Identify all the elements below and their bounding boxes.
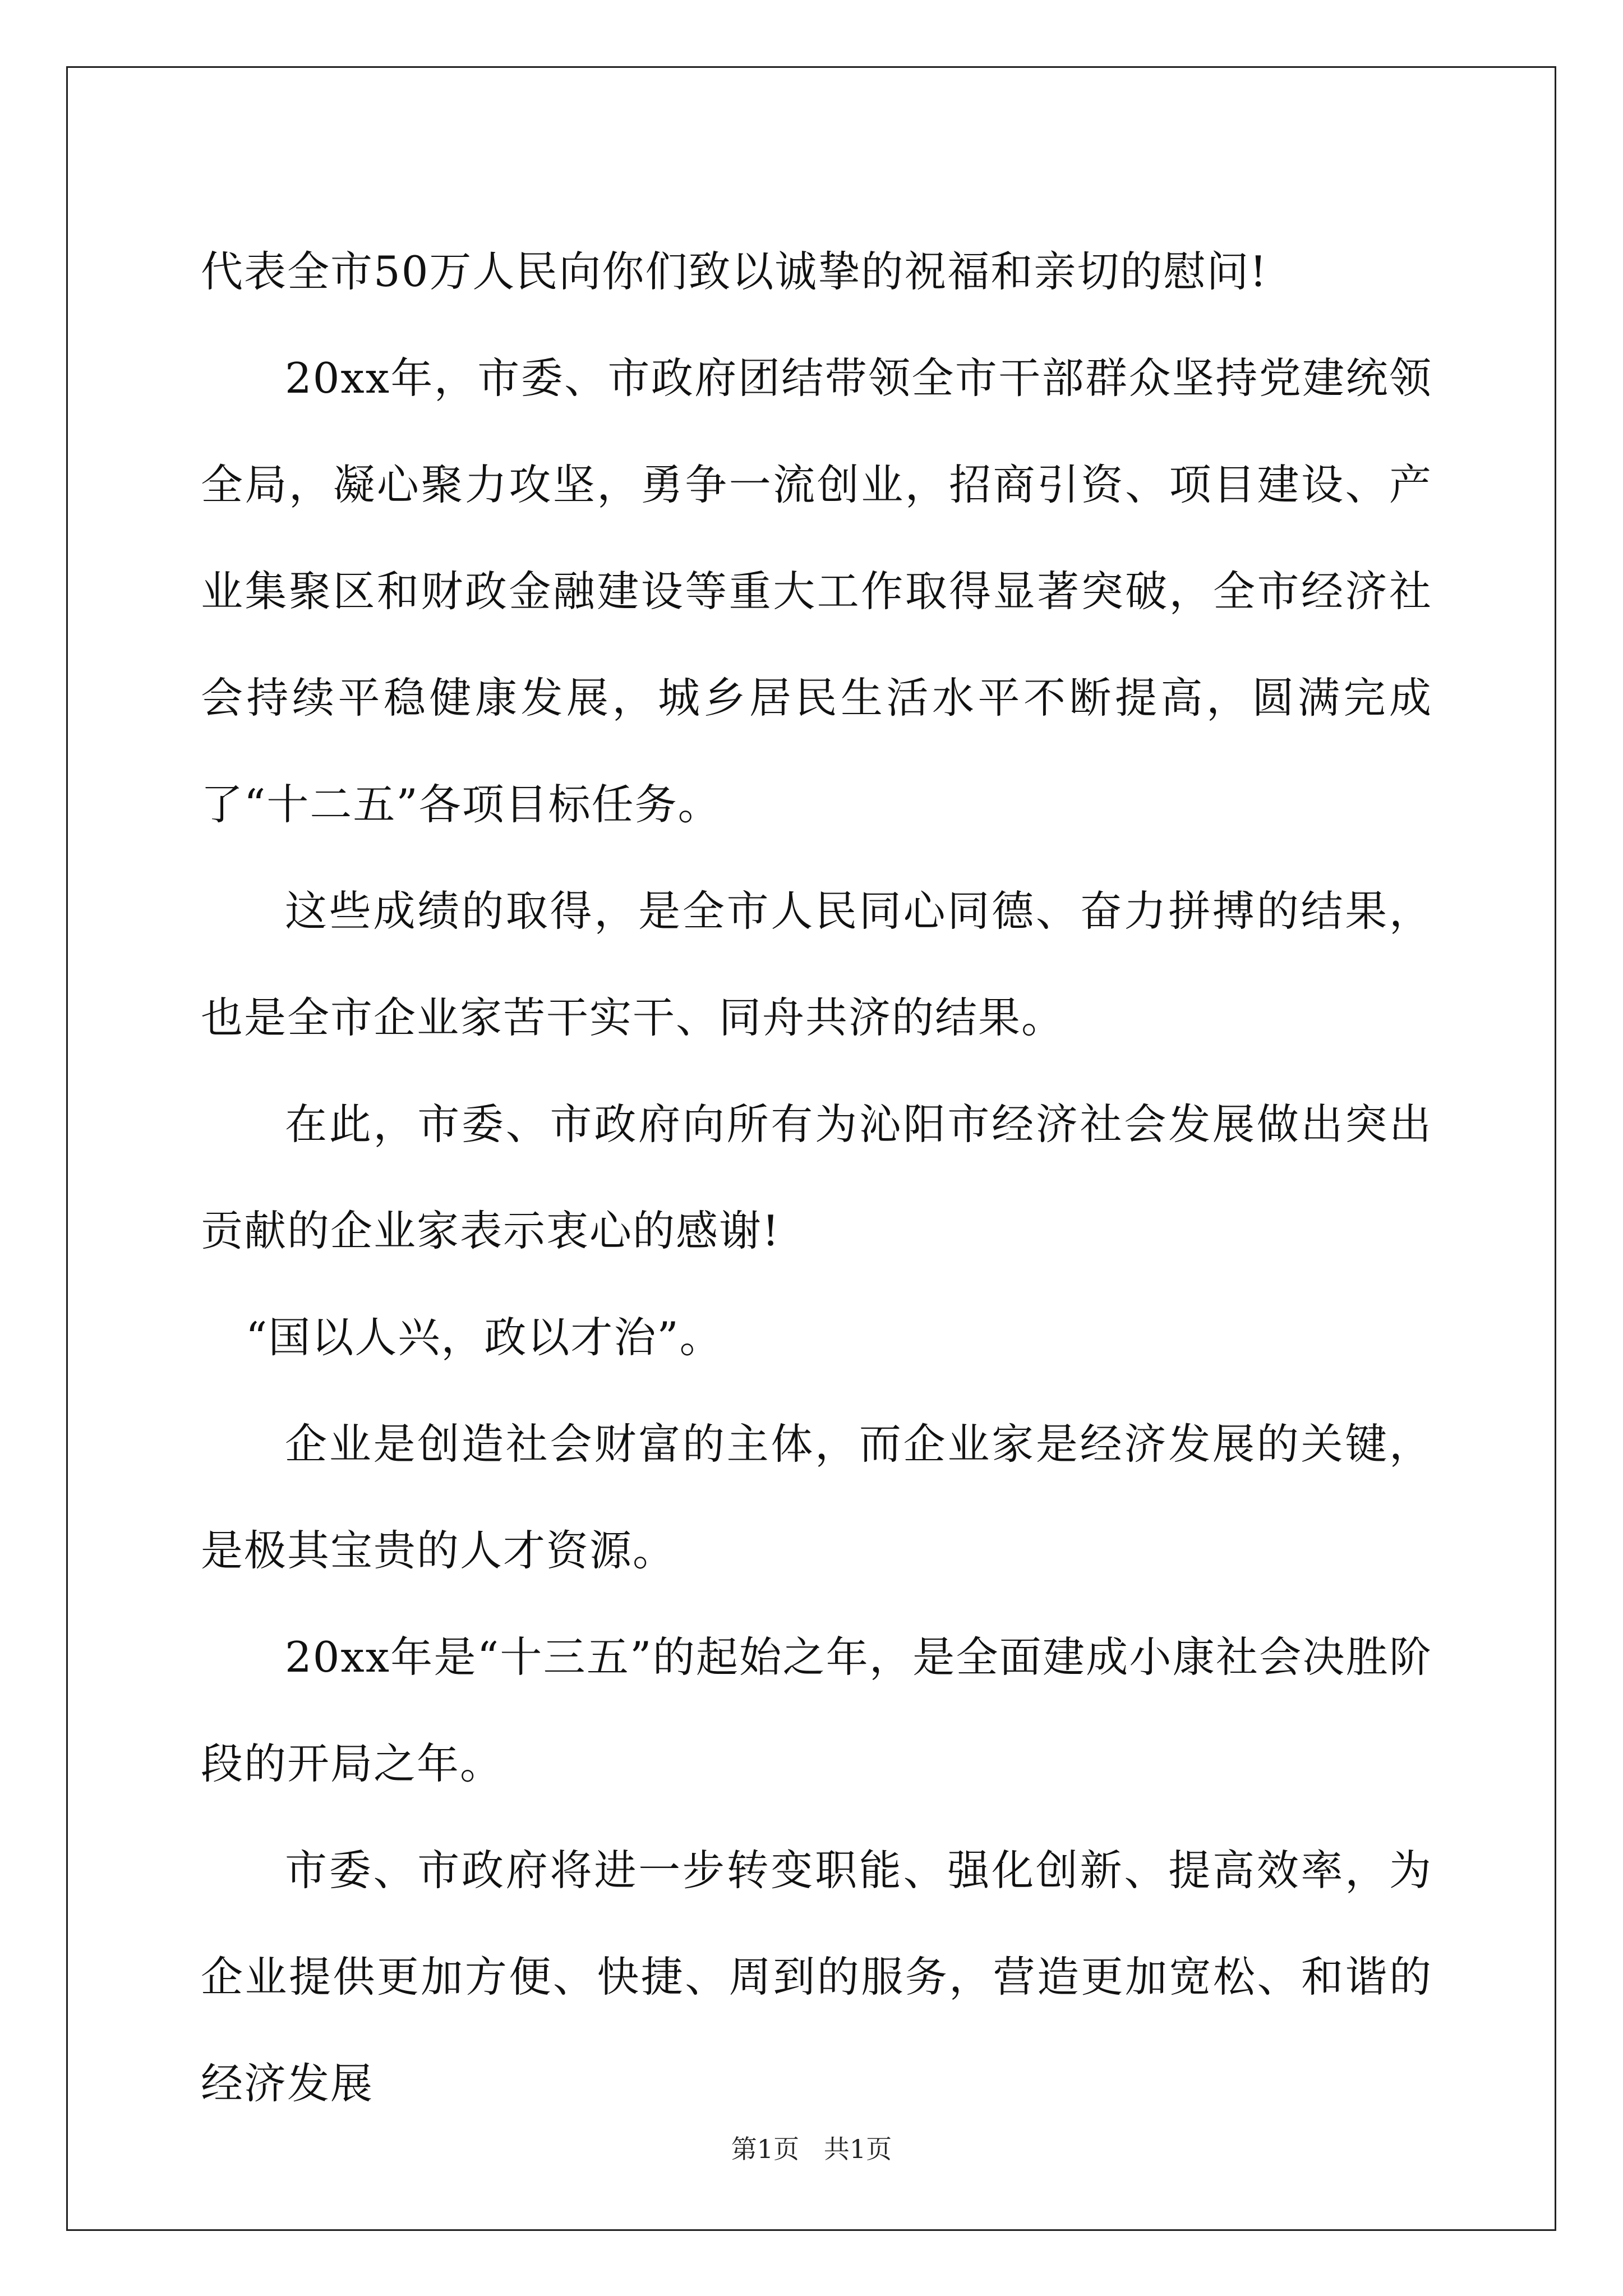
paragraph-thanks: 在此，市委、市政府向所有为沁阳市经济社会发展做出突出贡献的企业家表示衷心的感谢! [201,1099,1432,1255]
paragraph-commitment: 市委、市政府将进一步转变职能、强化创新、提高效率，为企业提供更加方便、快捷、周到的服务，营造更加宽松、和谐的经济发展 [201,1846,1432,2108]
paragraph-results: 这些成绩的取得，是全市人民同心同德、奋力拼搏的结果，也是全市企业家苦干实干、同舟共济的结果。 [201,886,1432,1042]
paragraph-greeting: 代表全市50万人民向你们致以诚挚的祝福和亲切的慰问! [201,247,1268,296]
paragraph-entrepreneurs: 企业是创造社会财富的主体，而企业家是经济发展的关键，是极其宝贵的人才资源。 [201,1419,1432,1575]
page-number: 第1页 共1页 [731,2134,892,2164]
paragraph-new-year: 20xx年是“十三五”的起始之年，是全面建成小康社会决胜阶段的开局之年。 [201,1632,1432,1788]
paragraph-quote: “国以人兴，政以才治”。 [246,1313,723,1362]
paragraph-achievements: 20xx年，市委、市政府团结带领全市干部群众坚持党建统领全局，凝心聚力攻坚，勇争一流创业，招商引资、项目建设、产业集聚区和财政金融建设等重大工作取得显著突破，全市经济社会持续平稳健康发展，城乡居民生活水平不断提高，圆满完成了“十二五”各项目标任务。 [201,353,1432,829]
document-body [201,218,1432,2137]
